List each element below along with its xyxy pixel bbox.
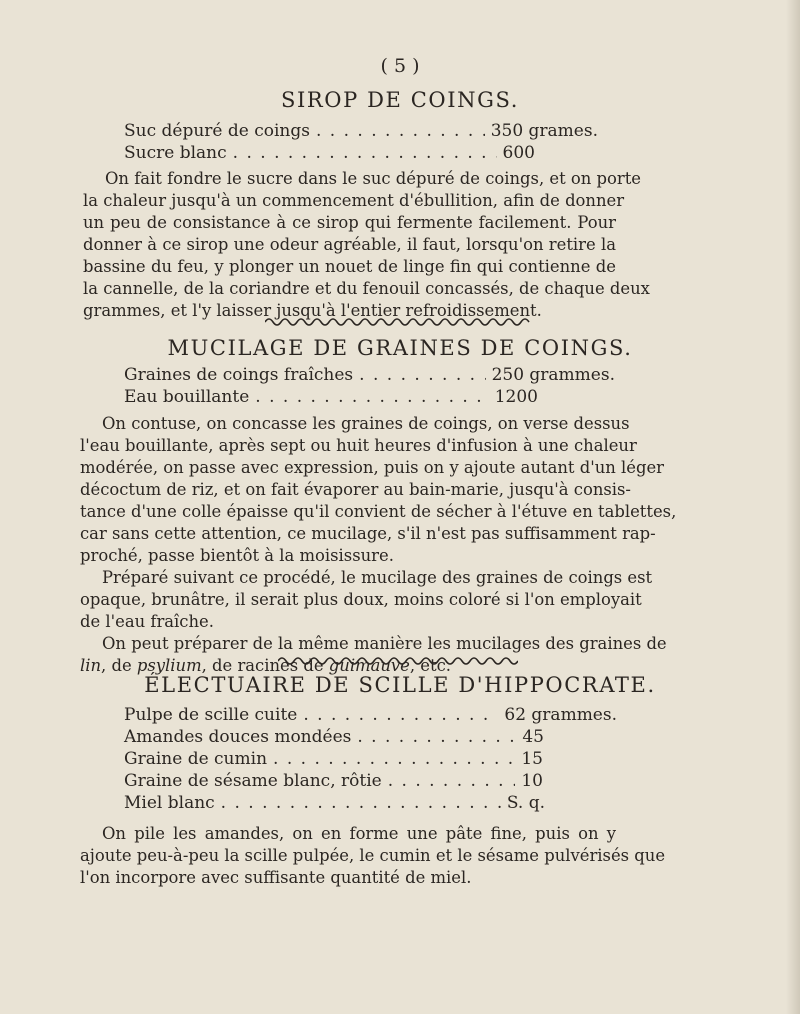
section-title-sirop: SIROP DE COINGS. [281, 88, 519, 112]
text-line: de l'eau fraîche. [80, 612, 214, 631]
text-line: décoctum de riz, et on fait évaporer au bain-marie, jusqu'à consis- [80, 480, 631, 499]
text-line: la cannelle, de la coriandre et du fenouil concassés, de chaque deux [83, 279, 650, 298]
ingredient-line [124, 727, 544, 747]
ingredient-name: Miel blanc [124, 793, 215, 813]
text-line: On fait fondre le sucre dans le suc dépuré de coings, et on porte [105, 169, 641, 188]
text-line: ajoute peu-à-peu la scille pulpée, le cumin et le sésame pulvérisés que [80, 846, 666, 865]
ingredient-amount: 1200 [494, 387, 538, 407]
ingredient-amount: 250 grammes. [491, 365, 615, 385]
text-line: On peut préparer de la même manière les mucilages des graines de [102, 634, 667, 653]
leader-dots [273, 749, 515, 769]
ingredient-name: Sucre blanc [124, 143, 227, 163]
section-title-electuaire: ÉLECTUAIRE DE SCILLE D'HIPPOCRATE. [144, 673, 656, 697]
ingredient-amount: 62 grammes. [504, 705, 617, 725]
text-line: donner à ce sirop une odeur agréable, il faut, lorsqu'on retire la [83, 235, 616, 254]
page-number: ( 5 ) [380, 55, 420, 77]
ingredient-line [124, 771, 543, 791]
ingredient-line [124, 365, 615, 385]
ingredient-amount: S. q. [506, 793, 545, 813]
italic-term: guimauve [328, 656, 410, 675]
ingredient-amount: 350 grames. [490, 121, 598, 141]
ingredient-line [124, 793, 545, 813]
ingredient-name: Pulpe de scille cuite [124, 705, 298, 725]
text-line: tance d'une colle épaisse qu'il convient de sécher à l'étuve en tablettes, [80, 502, 677, 521]
text-fragment: , de [101, 656, 137, 675]
italic-term: psylium [136, 656, 202, 675]
ingredient-amount: 600 [502, 143, 535, 163]
ingredient-name: Graine de cumin [124, 749, 268, 769]
text-fragment: , etc. [409, 656, 451, 675]
leader-dots [221, 793, 501, 813]
text-fragment: , de racines de [201, 656, 329, 675]
ingredient-amount: 45 [522, 727, 544, 747]
leader-dots [255, 387, 488, 407]
section-title-mucilage: MUCILAGE DE GRAINES DE COINGS. [167, 336, 633, 360]
leader-dots [233, 143, 497, 163]
text-line: On contuse, on concasse les graines de coings, on verse dessus [102, 414, 630, 433]
wave-divider [0, 311, 800, 330]
text-line: l'eau bouillante, après sept ou huit heures d'infusion à une chaleur [80, 436, 637, 455]
ingredient-line [124, 143, 535, 163]
ingredient-name: Graines de coings fraîches [124, 365, 354, 385]
leader-dots [357, 727, 516, 747]
text-line: un peu de consistance à ce sirop qui fermente facilement. Pour [83, 213, 616, 232]
ingredient-amount: 15 [521, 749, 543, 769]
leader-dots [316, 121, 485, 141]
paragraph [80, 413, 677, 567]
ingredient-amount: 10 [521, 771, 543, 791]
ingredient-line [124, 749, 543, 769]
leader-dots [359, 365, 485, 385]
text-line: grammes, et l'y laisser jusqu'à l'entier refroidissement. [83, 301, 542, 320]
text-line: bassine du feu, y plonger un nouet de linge fin qui contienne de [83, 257, 616, 276]
italic-term: lin [80, 656, 102, 675]
wave-divider [0, 650, 800, 669]
text-line: l'on incorpore avec suffisante quantité de miel. [80, 868, 472, 887]
leader-dots [303, 705, 498, 725]
ingredient-name: Graine de sésame blanc, rôtie [124, 771, 382, 791]
text-line: car sans cette attention, ce mucilage, s'il n'est pas suffisamment rap- [80, 524, 656, 543]
ingredient-line [124, 387, 538, 407]
ingredient-name: Amandes douces mondées [124, 727, 352, 747]
text-line: la chaleur jusqu'à un commencement d'ébullition, afin de donner [83, 191, 625, 210]
leader-dots [388, 771, 516, 791]
text-line: opaque, brunâtre, il serait plus doux, moins coloré si l'on employait [80, 590, 642, 609]
paragraph [80, 823, 666, 889]
text-line: Préparé suivant ce procédé, le mucilage des graines de coings est [102, 568, 653, 587]
ingredient-line [124, 121, 598, 141]
paragraph [83, 168, 650, 322]
text-line: modérée, on passe avec expression, puis on y ajoute autant d'un léger [80, 458, 665, 477]
page-edge-shadow [786, 0, 800, 1014]
paragraph [80, 567, 653, 633]
ingredient-name: Eau bouillante [124, 387, 250, 407]
ingredient-line [124, 705, 617, 725]
text-line: proché, passe bientôt à la moisissure. [80, 546, 394, 565]
text-line: On pile les amandes, on en forme une pâte fine, puis on y [102, 824, 616, 843]
ingredient-name: Suc dépuré de coings [124, 121, 310, 141]
